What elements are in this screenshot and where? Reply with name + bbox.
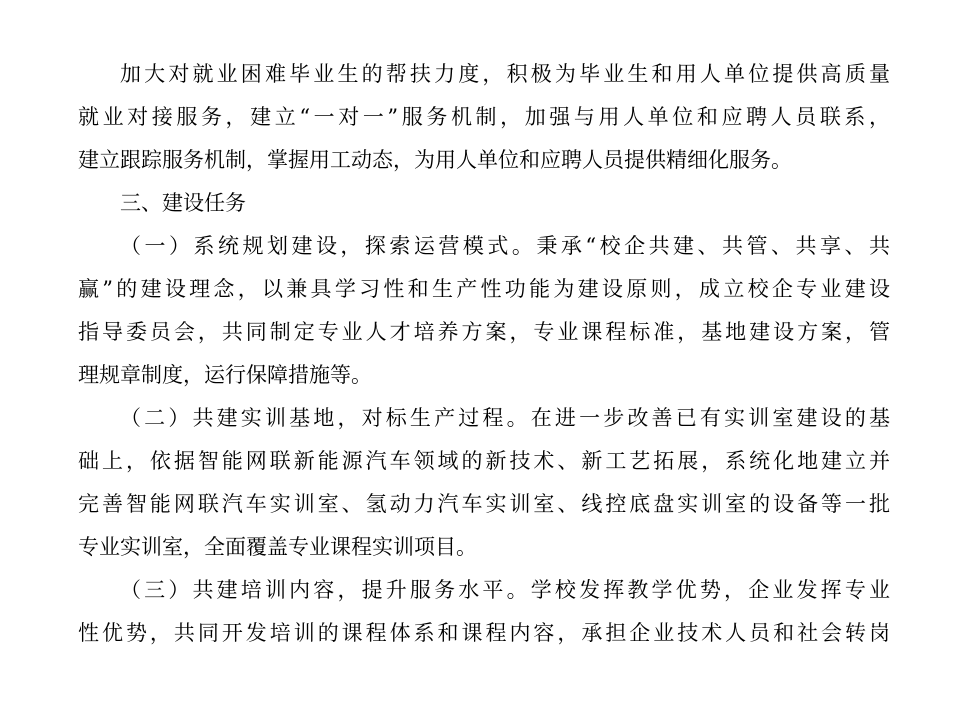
paragraph-line: （一）系统规划建设，探索运营模式。秉承“校企共建、共管、共享、共 (120, 234, 890, 258)
paragraph-line: 指导委员会，共同制定专业人才培养方案，专业课程标准，基地建设方案，管 (78, 320, 890, 344)
section-heading: 三、建设任务 (120, 191, 246, 215)
paragraph-line: 础上，依据智能网联新能源汽车领域的新技术、新工艺拓展，系统化地建立并 (78, 449, 890, 473)
paragraph-line: 性优势，共同开发培训的课程体系和课程内容，承担企业技术人员和社会转岗 (78, 621, 890, 645)
paragraph-line: 理规章制度，运行保障措施等。 (78, 363, 372, 387)
paragraph-line: 建立跟踪服务机制，掌握用工动态，为用人单位和应聘人员提供精细化服务。 (78, 148, 792, 172)
paragraph-line: （三）共建培训内容，提升服务水平。学校发挥教学优势，企业发挥专业 (120, 578, 890, 602)
paragraph-line: （二）共建实训基地，对标生产过程。在进一步改善已有实训室建设的基 (120, 406, 890, 430)
paragraph-line: 赢”的建设理念，以兼具学习性和生产性功能为建设原则，成立校企专业建设 (78, 277, 890, 301)
paragraph-line: 专业实训室，全面覆盖专业课程实训项目。 (78, 535, 477, 559)
paragraph-line: 就业对接服务，建立“一对一”服务机制，加强与用人单位和应聘人员联系， (78, 105, 890, 129)
paragraph-line: 完善智能网联汽车实训室、氢动力汽车实训室、线控底盘实训室的设备等一批 (78, 492, 890, 516)
paragraph-line: 加大对就业困难毕业生的帮扶力度，积极为毕业生和用人单位提供高质量 (120, 62, 890, 86)
